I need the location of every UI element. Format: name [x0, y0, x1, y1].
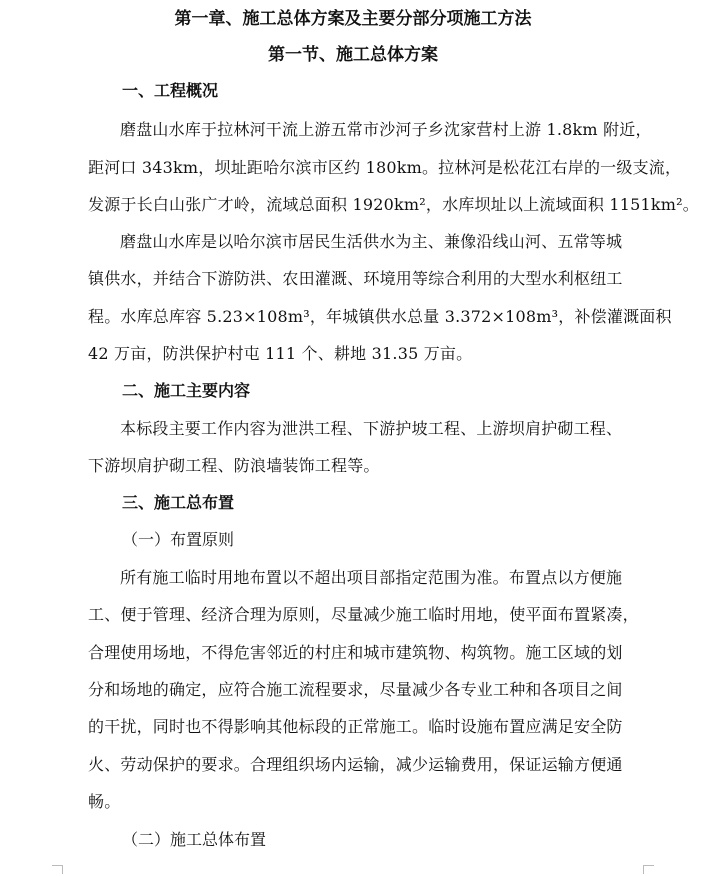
- chapter-title: 第一章、施工总体方案及主要分部分项施工方法: [174, 9, 532, 29]
- paragraph-line: 畅。: [88, 792, 121, 811]
- heading-general-layout: 三、施工总布置: [122, 493, 235, 512]
- section-title: 第一节、施工总体方案: [268, 45, 438, 65]
- paragraph-line: 下游坝肩护砌工程、防浪墙装饰工程等。: [88, 456, 380, 475]
- paragraph-line: 火、劳动保护的要求。合理组织场内运输，减少运输费用，保证运输方便通: [88, 755, 623, 774]
- paragraph-line: 本标段主要工作内容为泄洪工程、下游护坡工程、上游坝肩护砌工程、: [120, 419, 623, 438]
- paragraph-line: 程。水库总库容 5.23×108m³，年城镇供水总量 3.372×108m³，补偿灌溉面积: [88, 307, 672, 326]
- page-corner-mark-right: [643, 865, 654, 874]
- paragraph-line: 距河口 343km，坝址距哈尔滨市区约 180km。拉林河是松花江右岸的一级支流，: [88, 158, 682, 177]
- paragraph-line: 合理使用场地，不得危害邻近的村庄和城市建筑物、构筑物。施工区域的划: [88, 643, 623, 662]
- subheading-layout-principles: （一）布置原则: [122, 530, 235, 549]
- paragraph-line: 磨盘山水库于拉林河干流上游五常市沙河子乡沈家营村上游 1.8km 附近，: [120, 120, 652, 139]
- paragraph-line: 磨盘山水库是以哈尔滨市居民生活供水为主、兼像沿线山河、五常等城: [120, 232, 623, 251]
- paragraph-line: 的干扰，同时也不得影响其他标段的正常施工。临时设施布置应满足安全防: [88, 717, 623, 736]
- paragraph-line: 工、便于管理、经济合理为原则，尽量减少施工临时用地，使平面布置紧凑，: [88, 605, 639, 624]
- heading-project-overview: 一、工程概况: [122, 81, 219, 100]
- subheading-overall-layout: （二）施工总体布置: [122, 830, 267, 849]
- heading-main-content: 二、施工主要内容: [122, 381, 251, 400]
- page-corner-mark-left: [52, 865, 63, 874]
- paragraph-line: 分和场地的确定，应符合施工流程要求，尽量减少各专业工种和各项目之间: [88, 680, 623, 699]
- paragraph-line: 发源于长白山张广才岭，流域总面积 1920km²，水库坝址以上流域面积 1151km²。: [88, 195, 699, 214]
- paragraph-line: 所有施工临时用地布置以不超出项目部指定范围为准。布置点以方便施: [120, 568, 623, 587]
- paragraph-line: 镇供水，并结合下游防洪、农田灌溉、环境用等综合利用的大型水利枢纽工: [88, 269, 623, 288]
- paragraph-line: 42 万亩，防洪保护村屯 111 个、耕地 31.35 万亩。: [88, 344, 473, 363]
